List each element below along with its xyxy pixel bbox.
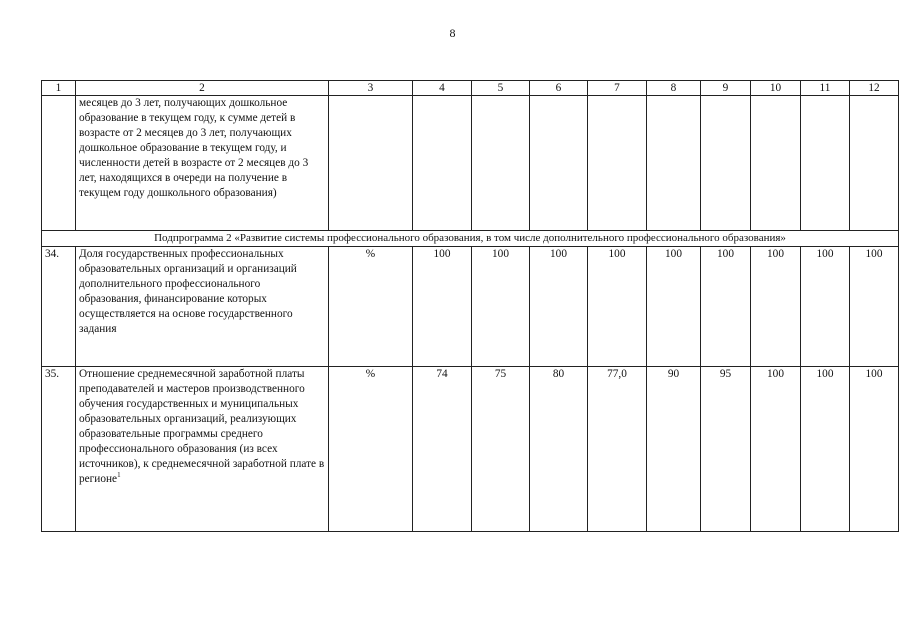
row-number: 34. xyxy=(42,247,76,367)
value-cell xyxy=(850,96,899,231)
value-cell xyxy=(701,96,751,231)
value-cell xyxy=(647,96,701,231)
table-row xyxy=(42,367,899,532)
indicator-description: месяцев до 3 лет, получающих дошкольное образование в текущем году, к сумме детей в возрасте от 2 месяцев до 3 лет, получающих дошкольное образование в текущем году, и численности детей в возрасте от 2 месяцев до 3 лет, находящихся в очереди на получение в текущем году дошкольного образования) xyxy=(76,96,329,231)
unit-cell: % xyxy=(329,367,413,532)
row-number xyxy=(42,96,76,231)
column-header: 8 xyxy=(647,81,701,96)
column-number-row xyxy=(42,81,899,96)
unit-cell: % xyxy=(329,247,413,367)
value-cell: 100 xyxy=(413,247,472,367)
table-row-continued xyxy=(42,96,899,231)
value-cell: 74 xyxy=(413,367,472,532)
value-cell: 80 xyxy=(530,367,588,532)
footnote-mark: 1 xyxy=(117,471,121,480)
indicators-table xyxy=(41,80,899,532)
value-cell xyxy=(588,96,647,231)
value-cell: 75 xyxy=(472,367,530,532)
indicator-description xyxy=(76,367,329,532)
value-cell: 100 xyxy=(472,247,530,367)
column-header: 1 xyxy=(42,81,76,96)
column-header: 7 xyxy=(588,81,647,96)
value-cell: 90 xyxy=(647,367,701,532)
value-cell xyxy=(472,96,530,231)
unit-cell xyxy=(329,96,413,231)
column-header: 2 xyxy=(76,81,329,96)
subprogram-title: Подпрограмма 2 «Развитие системы профессионального образования, в том числе дополнительного профессионального образования» xyxy=(42,231,899,247)
indicator-description: Доля государственных профессиональных образовательных организаций и организаций дополнительного профессионального образования, финансирование которых осуществляется на основе государственного задания xyxy=(76,247,329,367)
subprogram-row xyxy=(42,231,899,247)
value-cell: 100 xyxy=(701,247,751,367)
value-cell: 100 xyxy=(751,247,801,367)
column-header: 12 xyxy=(850,81,899,96)
column-header: 6 xyxy=(530,81,588,96)
value-cell: 100 xyxy=(588,247,647,367)
value-cell: 100 xyxy=(850,247,899,367)
value-cell: 100 xyxy=(801,247,850,367)
table-row xyxy=(42,247,899,367)
value-cell: 100 xyxy=(850,367,899,532)
page-number: 8 xyxy=(449,26,456,40)
column-header: 5 xyxy=(472,81,530,96)
column-header: 10 xyxy=(751,81,801,96)
value-cell: 95 xyxy=(701,367,751,532)
value-cell: 100 xyxy=(801,367,850,532)
column-header: 9 xyxy=(701,81,751,96)
value-cell xyxy=(413,96,472,231)
value-cell xyxy=(751,96,801,231)
value-cell xyxy=(530,96,588,231)
column-header: 11 xyxy=(801,81,850,96)
column-header: 3 xyxy=(329,81,413,96)
value-cell: 77,0 xyxy=(588,367,647,532)
column-header: 4 xyxy=(413,81,472,96)
value-cell: 100 xyxy=(530,247,588,367)
value-cell: 100 xyxy=(647,247,701,367)
value-cell xyxy=(801,96,850,231)
indicator-description-text: Отношение среднемесячной заработной платы преподавателей и мастеров производственного обучения государственных и муниципальных образовательных организаций, реализующих образовательные программы среднего профессионального образования (из всех источников), к среднемесячной заработной плате в регионе xyxy=(79,368,325,485)
row-number: 35. xyxy=(42,367,76,532)
value-cell: 100 xyxy=(751,367,801,532)
